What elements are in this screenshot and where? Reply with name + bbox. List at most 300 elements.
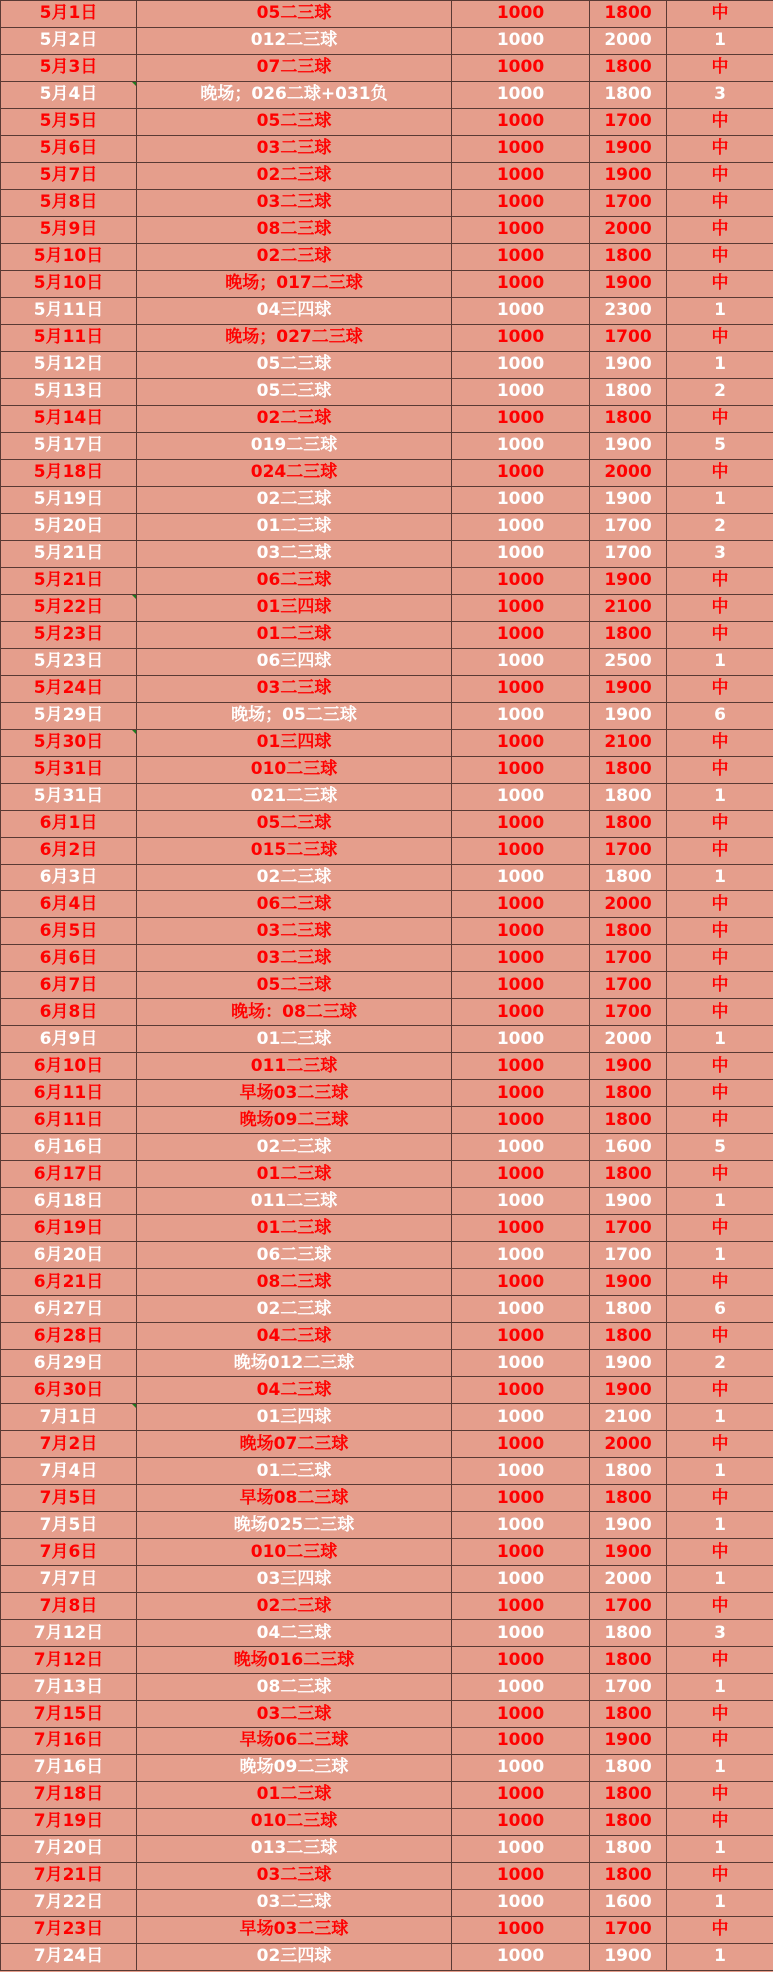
odds-cell[interactable]: 1900 <box>590 432 667 459</box>
pick-cell[interactable]: 晚场07二三球 <box>137 1431 452 1458</box>
stake-cell[interactable]: 1000 <box>452 1781 590 1808</box>
date-cell[interactable]: 6月18日 <box>1 1188 137 1215</box>
date-cell[interactable]: 5月29日 <box>1 702 137 729</box>
result-cell[interactable]: 1 <box>667 351 773 378</box>
odds-cell[interactable]: 2000 <box>590 1431 667 1458</box>
stake-cell[interactable]: 1000 <box>452 1242 590 1269</box>
odds-cell[interactable]: 1800 <box>590 378 667 405</box>
stake-cell[interactable]: 1000 <box>452 972 590 999</box>
stake-cell[interactable]: 1000 <box>452 81 590 108</box>
stake-cell[interactable]: 1000 <box>452 1728 590 1755</box>
odds-cell[interactable]: 1900 <box>590 1188 667 1215</box>
result-cell[interactable]: 中 <box>667 1647 773 1674</box>
result-cell[interactable]: 1 <box>667 783 773 810</box>
odds-cell[interactable]: 1900 <box>590 1377 667 1404</box>
result-cell[interactable]: 中 <box>667 108 773 135</box>
odds-cell[interactable]: 1800 <box>590 756 667 783</box>
date-cell[interactable]: 5月4日 <box>1 81 137 108</box>
pick-cell[interactable]: 01三四球 <box>137 1404 452 1431</box>
date-cell[interactable]: 6月16日 <box>1 1134 137 1161</box>
result-cell[interactable]: 中 <box>667 1080 773 1107</box>
stake-cell[interactable]: 1000 <box>452 702 590 729</box>
odds-cell[interactable]: 2000 <box>590 1026 667 1053</box>
odds-cell[interactable]: 1700 <box>590 1593 667 1620</box>
odds-cell[interactable]: 1900 <box>590 162 667 189</box>
stake-cell[interactable]: 1000 <box>452 405 590 432</box>
stake-cell[interactable]: 1000 <box>452 594 590 621</box>
odds-cell[interactable]: 1700 <box>590 1916 667 1943</box>
result-cell[interactable]: 中 <box>667 1431 773 1458</box>
date-cell[interactable]: 7月16日 <box>1 1728 137 1755</box>
result-cell[interactable]: 中 <box>667 1808 773 1835</box>
pick-cell[interactable]: 01三四球 <box>137 594 452 621</box>
pick-cell[interactable]: 08二三球 <box>137 1674 452 1701</box>
odds-cell[interactable]: 1800 <box>590 864 667 891</box>
stake-cell[interactable]: 1000 <box>452 1835 590 1862</box>
pick-cell[interactable]: 013二三球 <box>137 1835 452 1862</box>
odds-cell[interactable]: 1900 <box>590 567 667 594</box>
pick-cell[interactable]: 01二三球 <box>137 1215 452 1242</box>
odds-cell[interactable]: 1900 <box>590 270 667 297</box>
pick-cell[interactable]: 03二三球 <box>137 918 452 945</box>
stake-cell[interactable]: 1000 <box>452 54 590 81</box>
stake-cell[interactable]: 1000 <box>452 432 590 459</box>
pick-cell[interactable]: 晚场；05二三球 <box>137 702 452 729</box>
pick-cell[interactable]: 01二三球 <box>137 513 452 540</box>
result-cell[interactable]: 中 <box>667 162 773 189</box>
date-cell[interactable]: 5月14日 <box>1 405 137 432</box>
stake-cell[interactable]: 1000 <box>452 486 590 513</box>
odds-cell[interactable]: 1700 <box>590 999 667 1026</box>
result-cell[interactable]: 中 <box>667 54 773 81</box>
result-cell[interactable]: 中 <box>667 405 773 432</box>
odds-cell[interactable]: 1700 <box>590 1215 667 1242</box>
pick-cell[interactable]: 08二三球 <box>137 216 452 243</box>
stake-cell[interactable]: 1000 <box>452 513 590 540</box>
stake-cell[interactable]: 1000 <box>452 1377 590 1404</box>
result-cell[interactable]: 中 <box>667 1107 773 1134</box>
pick-cell[interactable]: 015二三球 <box>137 837 452 864</box>
date-cell[interactable]: 5月10日 <box>1 243 137 270</box>
result-cell[interactable]: 中 <box>667 270 773 297</box>
result-cell[interactable]: 中 <box>667 1053 773 1080</box>
stake-cell[interactable]: 1000 <box>452 621 590 648</box>
odds-cell[interactable]: 2000 <box>590 459 667 486</box>
odds-cell[interactable]: 1800 <box>590 1161 667 1188</box>
stake-cell[interactable]: 1000 <box>452 243 590 270</box>
stake-cell[interactable]: 1000 <box>452 1053 590 1080</box>
date-cell[interactable]: 6月8日 <box>1 999 137 1026</box>
pick-cell[interactable]: 06二三球 <box>137 1242 452 1269</box>
odds-cell[interactable]: 1900 <box>590 1269 667 1296</box>
odds-cell[interactable]: 1800 <box>590 1781 667 1808</box>
odds-cell[interactable]: 1900 <box>590 1728 667 1755</box>
date-cell[interactable]: 5月11日 <box>1 297 137 324</box>
date-cell[interactable]: 7月5日 <box>1 1485 137 1512</box>
odds-cell[interactable]: 1900 <box>590 675 667 702</box>
stake-cell[interactable]: 1000 <box>452 1889 590 1916</box>
result-cell[interactable]: 2 <box>667 378 773 405</box>
pick-cell[interactable]: 02二三球 <box>137 486 452 513</box>
stake-cell[interactable]: 1000 <box>452 135 590 162</box>
pick-cell[interactable]: 晚场：08二三球 <box>137 999 452 1026</box>
stake-cell[interactable]: 1000 <box>452 1 590 28</box>
odds-cell[interactable]: 1700 <box>590 324 667 351</box>
result-cell[interactable]: 1 <box>667 27 773 54</box>
date-cell[interactable]: 5月20日 <box>1 513 137 540</box>
result-cell[interactable]: 中 <box>667 1485 773 1512</box>
result-cell[interactable]: 6 <box>667 702 773 729</box>
odds-cell[interactable]: 2000 <box>590 1566 667 1593</box>
odds-cell[interactable]: 1800 <box>590 621 667 648</box>
pick-cell[interactable]: 024二三球 <box>137 459 452 486</box>
result-cell[interactable]: 中 <box>667 135 773 162</box>
pick-cell[interactable]: 04三四球 <box>137 297 452 324</box>
pick-cell[interactable]: 04二三球 <box>137 1620 452 1647</box>
stake-cell[interactable]: 1000 <box>452 648 590 675</box>
result-cell[interactable]: 中 <box>667 837 773 864</box>
result-cell[interactable]: 中 <box>667 324 773 351</box>
date-cell[interactable]: 7月12日 <box>1 1647 137 1674</box>
pick-cell[interactable]: 05二三球 <box>137 378 452 405</box>
date-cell[interactable]: 7月7日 <box>1 1566 137 1593</box>
result-cell[interactable]: 中 <box>667 1728 773 1755</box>
pick-cell[interactable]: 03二三球 <box>137 540 452 567</box>
odds-cell[interactable]: 2000 <box>590 27 667 54</box>
result-cell[interactable]: 中 <box>667 1916 773 1943</box>
pick-cell[interactable]: 02二三球 <box>137 243 452 270</box>
odds-cell[interactable]: 1800 <box>590 1485 667 1512</box>
odds-cell[interactable]: 1800 <box>590 1835 667 1862</box>
pick-cell[interactable]: 02二三球 <box>137 405 452 432</box>
stake-cell[interactable]: 1000 <box>452 1431 590 1458</box>
odds-cell[interactable]: 2000 <box>590 891 667 918</box>
date-cell[interactable]: 5月12日 <box>1 351 137 378</box>
result-cell[interactable]: 中 <box>667 729 773 756</box>
date-cell[interactable]: 7月22日 <box>1 1889 137 1916</box>
pick-cell[interactable]: 晚场；026二球+031负 <box>137 81 452 108</box>
stake-cell[interactable]: 1000 <box>452 783 590 810</box>
date-cell[interactable]: 6月11日 <box>1 1107 137 1134</box>
result-cell[interactable]: 中 <box>667 1701 773 1728</box>
odds-cell[interactable]: 2500 <box>590 648 667 675</box>
pick-cell[interactable]: 晚场；017二三球 <box>137 270 452 297</box>
date-cell[interactable]: 6月21日 <box>1 1269 137 1296</box>
odds-cell[interactable]: 1900 <box>590 1350 667 1377</box>
stake-cell[interactable]: 1000 <box>452 1350 590 1377</box>
date-cell[interactable]: 5月11日 <box>1 324 137 351</box>
date-cell[interactable]: 5月18日 <box>1 459 137 486</box>
pick-cell[interactable]: 晚场09二三球 <box>137 1754 452 1781</box>
stake-cell[interactable]: 1000 <box>452 1026 590 1053</box>
pick-cell[interactable]: 010二三球 <box>137 756 452 783</box>
result-cell[interactable]: 1 <box>667 1188 773 1215</box>
pick-cell[interactable]: 05二三球 <box>137 810 452 837</box>
stake-cell[interactable]: 1000 <box>452 162 590 189</box>
stake-cell[interactable]: 1000 <box>452 810 590 837</box>
result-cell[interactable]: 1 <box>667 1943 773 1970</box>
result-cell[interactable]: 1 <box>667 1566 773 1593</box>
pick-cell[interactable]: 012二三球 <box>137 27 452 54</box>
pick-cell[interactable]: 01三四球 <box>137 729 452 756</box>
stake-cell[interactable]: 1000 <box>452 1593 590 1620</box>
odds-cell[interactable]: 1900 <box>590 351 667 378</box>
stake-cell[interactable]: 1000 <box>452 1161 590 1188</box>
date-cell[interactable]: 6月30日 <box>1 1377 137 1404</box>
result-cell[interactable]: 中 <box>667 1862 773 1889</box>
stake-cell[interactable]: 1000 <box>452 1323 590 1350</box>
result-cell[interactable]: 中 <box>667 810 773 837</box>
result-cell[interactable]: 1 <box>667 1754 773 1781</box>
pick-cell[interactable]: 02二三球 <box>137 864 452 891</box>
stake-cell[interactable]: 1000 <box>452 675 590 702</box>
date-cell[interactable]: 6月27日 <box>1 1296 137 1323</box>
pick-cell[interactable]: 02三四球 <box>137 1943 452 1970</box>
pick-cell[interactable]: 019二三球 <box>137 432 452 459</box>
result-cell[interactable]: 3 <box>667 1620 773 1647</box>
result-cell[interactable]: 1 <box>667 1674 773 1701</box>
stake-cell[interactable]: 1000 <box>452 1215 590 1242</box>
result-cell[interactable]: 中 <box>667 243 773 270</box>
result-cell[interactable]: 5 <box>667 432 773 459</box>
date-cell[interactable]: 6月9日 <box>1 1026 137 1053</box>
odds-cell[interactable]: 1800 <box>590 1458 667 1485</box>
pick-cell[interactable]: 早场06二三球 <box>137 1728 452 1755</box>
result-cell[interactable]: 1 <box>667 1404 773 1431</box>
result-cell[interactable]: 中 <box>667 891 773 918</box>
pick-cell[interactable]: 05二三球 <box>137 351 452 378</box>
result-cell[interactable]: 中 <box>667 999 773 1026</box>
stake-cell[interactable]: 1000 <box>452 216 590 243</box>
result-cell[interactable]: 2 <box>667 513 773 540</box>
stake-cell[interactable]: 1000 <box>452 378 590 405</box>
result-cell[interactable]: 中 <box>667 216 773 243</box>
pick-cell[interactable]: 02二三球 <box>137 1134 452 1161</box>
date-cell[interactable]: 5月19日 <box>1 486 137 513</box>
stake-cell[interactable]: 1000 <box>452 1269 590 1296</box>
odds-cell[interactable]: 1800 <box>590 1323 667 1350</box>
date-cell[interactable]: 5月23日 <box>1 621 137 648</box>
result-cell[interactable]: 中 <box>667 1377 773 1404</box>
pick-cell[interactable]: 早场08二三球 <box>137 1485 452 1512</box>
stake-cell[interactable]: 1000 <box>452 1943 590 1970</box>
stake-cell[interactable]: 1000 <box>452 756 590 783</box>
result-cell[interactable]: 中 <box>667 621 773 648</box>
odds-cell[interactable]: 1800 <box>590 783 667 810</box>
odds-cell[interactable]: 1800 <box>590 1296 667 1323</box>
pick-cell[interactable]: 03二三球 <box>137 1862 452 1889</box>
odds-cell[interactable]: 1800 <box>590 810 667 837</box>
result-cell[interactable]: 1 <box>667 297 773 324</box>
date-cell[interactable]: 5月21日 <box>1 540 137 567</box>
result-cell[interactable]: 1 <box>667 648 773 675</box>
result-cell[interactable]: 1 <box>667 1242 773 1269</box>
odds-cell[interactable]: 1700 <box>590 1242 667 1269</box>
pick-cell[interactable]: 03三四球 <box>137 1566 452 1593</box>
odds-cell[interactable]: 1600 <box>590 1889 667 1916</box>
date-cell[interactable]: 7月24日 <box>1 1943 137 1970</box>
odds-cell[interactable]: 1700 <box>590 837 667 864</box>
pick-cell[interactable]: 03二三球 <box>137 675 452 702</box>
result-cell[interactable]: 1 <box>667 1026 773 1053</box>
stake-cell[interactable]: 1000 <box>452 1458 590 1485</box>
pick-cell[interactable]: 03二三球 <box>137 945 452 972</box>
odds-cell[interactable]: 1900 <box>590 1053 667 1080</box>
odds-cell[interactable]: 1700 <box>590 1674 667 1701</box>
odds-cell[interactable]: 2300 <box>590 297 667 324</box>
result-cell[interactable]: 1 <box>667 1512 773 1539</box>
date-cell[interactable]: 5月23日 <box>1 648 137 675</box>
result-cell[interactable]: 中 <box>667 567 773 594</box>
date-cell[interactable]: 5月30日 <box>1 729 137 756</box>
stake-cell[interactable]: 1000 <box>452 1620 590 1647</box>
date-cell[interactable]: 6月1日 <box>1 810 137 837</box>
pick-cell[interactable]: 晚场025二三球 <box>137 1512 452 1539</box>
date-cell[interactable]: 7月6日 <box>1 1539 137 1566</box>
pick-cell[interactable]: 07二三球 <box>137 54 452 81</box>
date-cell[interactable]: 6月2日 <box>1 837 137 864</box>
date-cell[interactable]: 5月7日 <box>1 162 137 189</box>
pick-cell[interactable]: 06三四球 <box>137 648 452 675</box>
date-cell[interactable]: 7月21日 <box>1 1862 137 1889</box>
odds-cell[interactable]: 1800 <box>590 54 667 81</box>
stake-cell[interactable]: 1000 <box>452 1647 590 1674</box>
stake-cell[interactable]: 1000 <box>452 891 590 918</box>
pick-cell[interactable]: 03二三球 <box>137 189 452 216</box>
odds-cell[interactable]: 1800 <box>590 1754 667 1781</box>
result-cell[interactable]: 中 <box>667 918 773 945</box>
date-cell[interactable]: 7月19日 <box>1 1808 137 1835</box>
date-cell[interactable]: 7月5日 <box>1 1512 137 1539</box>
stake-cell[interactable]: 1000 <box>452 1080 590 1107</box>
odds-cell[interactable]: 1800 <box>590 1862 667 1889</box>
stake-cell[interactable]: 1000 <box>452 1296 590 1323</box>
result-cell[interactable]: 中 <box>667 972 773 999</box>
date-cell[interactable]: 5月6日 <box>1 135 137 162</box>
result-cell[interactable]: 1 <box>667 486 773 513</box>
stake-cell[interactable]: 1000 <box>452 270 590 297</box>
date-cell[interactable]: 7月23日 <box>1 1916 137 1943</box>
result-cell[interactable]: 中 <box>667 1539 773 1566</box>
date-cell[interactable]: 5月13日 <box>1 378 137 405</box>
date-cell[interactable]: 5月21日 <box>1 567 137 594</box>
odds-cell[interactable]: 1600 <box>590 1134 667 1161</box>
date-cell[interactable]: 5月22日 <box>1 594 137 621</box>
pick-cell[interactable]: 早场03二三球 <box>137 1080 452 1107</box>
odds-cell[interactable]: 2100 <box>590 729 667 756</box>
odds-cell[interactable]: 1700 <box>590 972 667 999</box>
odds-cell[interactable]: 1800 <box>590 1107 667 1134</box>
result-cell[interactable]: 中 <box>667 1161 773 1188</box>
result-cell[interactable]: 1 <box>667 1835 773 1862</box>
pick-cell[interactable]: 早场03二三球 <box>137 1916 452 1943</box>
pick-cell[interactable]: 晚场016二三球 <box>137 1647 452 1674</box>
result-cell[interactable]: 中 <box>667 945 773 972</box>
result-cell[interactable]: 1 <box>667 1458 773 1485</box>
pick-cell[interactable]: 05二三球 <box>137 1 452 28</box>
date-cell[interactable]: 6月10日 <box>1 1053 137 1080</box>
result-cell[interactable]: 1 <box>667 1889 773 1916</box>
pick-cell[interactable]: 011二三球 <box>137 1188 452 1215</box>
date-cell[interactable]: 5月31日 <box>1 783 137 810</box>
stake-cell[interactable]: 1000 <box>452 1188 590 1215</box>
result-cell[interactable]: 3 <box>667 540 773 567</box>
result-cell[interactable]: 中 <box>667 1215 773 1242</box>
date-cell[interactable]: 6月29日 <box>1 1350 137 1377</box>
date-cell[interactable]: 6月7日 <box>1 972 137 999</box>
odds-cell[interactable]: 1800 <box>590 1 667 28</box>
stake-cell[interactable]: 1000 <box>452 1701 590 1728</box>
odds-cell[interactable]: 1800 <box>590 1620 667 1647</box>
stake-cell[interactable]: 1000 <box>452 351 590 378</box>
result-cell[interactable]: 中 <box>667 1593 773 1620</box>
stake-cell[interactable]: 1000 <box>452 1485 590 1512</box>
stake-cell[interactable]: 1000 <box>452 729 590 756</box>
result-cell[interactable]: 6 <box>667 1296 773 1323</box>
pick-cell[interactable]: 05二三球 <box>137 972 452 999</box>
date-cell[interactable]: 6月3日 <box>1 864 137 891</box>
result-cell[interactable]: 中 <box>667 459 773 486</box>
pick-cell[interactable]: 04二三球 <box>137 1323 452 1350</box>
result-cell[interactable]: 3 <box>667 81 773 108</box>
odds-cell[interactable]: 1800 <box>590 405 667 432</box>
date-cell[interactable]: 6月4日 <box>1 891 137 918</box>
pick-cell[interactable]: 03二三球 <box>137 1701 452 1728</box>
pick-cell[interactable]: 06二三球 <box>137 567 452 594</box>
result-cell[interactable]: 1 <box>667 864 773 891</box>
stake-cell[interactable]: 1000 <box>452 1512 590 1539</box>
odds-cell[interactable]: 1900 <box>590 135 667 162</box>
stake-cell[interactable]: 1000 <box>452 1107 590 1134</box>
stake-cell[interactable]: 1000 <box>452 459 590 486</box>
result-cell[interactable]: 中 <box>667 594 773 621</box>
odds-cell[interactable]: 1700 <box>590 945 667 972</box>
result-cell[interactable]: 中 <box>667 1323 773 1350</box>
pick-cell[interactable]: 晚场；027二三球 <box>137 324 452 351</box>
stake-cell[interactable]: 1000 <box>452 1134 590 1161</box>
date-cell[interactable]: 6月11日 <box>1 1080 137 1107</box>
stake-cell[interactable]: 1000 <box>452 1916 590 1943</box>
odds-cell[interactable]: 1900 <box>590 1512 667 1539</box>
odds-cell[interactable]: 1800 <box>590 81 667 108</box>
pick-cell[interactable]: 01二三球 <box>137 1161 452 1188</box>
odds-cell[interactable]: 1700 <box>590 108 667 135</box>
stake-cell[interactable]: 1000 <box>452 1754 590 1781</box>
result-cell[interactable]: 中 <box>667 1781 773 1808</box>
date-cell[interactable]: 6月28日 <box>1 1323 137 1350</box>
stake-cell[interactable]: 1000 <box>452 27 590 54</box>
odds-cell[interactable]: 1800 <box>590 918 667 945</box>
date-cell[interactable]: 7月4日 <box>1 1458 137 1485</box>
date-cell[interactable]: 6月20日 <box>1 1242 137 1269</box>
odds-cell[interactable]: 1800 <box>590 1080 667 1107</box>
date-cell[interactable]: 5月5日 <box>1 108 137 135</box>
date-cell[interactable]: 7月18日 <box>1 1781 137 1808</box>
stake-cell[interactable]: 1000 <box>452 189 590 216</box>
pick-cell[interactable]: 晚场012二三球 <box>137 1350 452 1377</box>
pick-cell[interactable]: 05二三球 <box>137 108 452 135</box>
date-cell[interactable]: 7月13日 <box>1 1674 137 1701</box>
date-cell[interactable]: 5月10日 <box>1 270 137 297</box>
stake-cell[interactable]: 1000 <box>452 1566 590 1593</box>
pick-cell[interactable]: 08二三球 <box>137 1269 452 1296</box>
date-cell[interactable]: 7月16日 <box>1 1754 137 1781</box>
pick-cell[interactable]: 010二三球 <box>137 1539 452 1566</box>
result-cell[interactable]: 2 <box>667 1350 773 1377</box>
date-cell[interactable]: 6月19日 <box>1 1215 137 1242</box>
pick-cell[interactable]: 03二三球 <box>137 135 452 162</box>
pick-cell[interactable]: 011二三球 <box>137 1053 452 1080</box>
